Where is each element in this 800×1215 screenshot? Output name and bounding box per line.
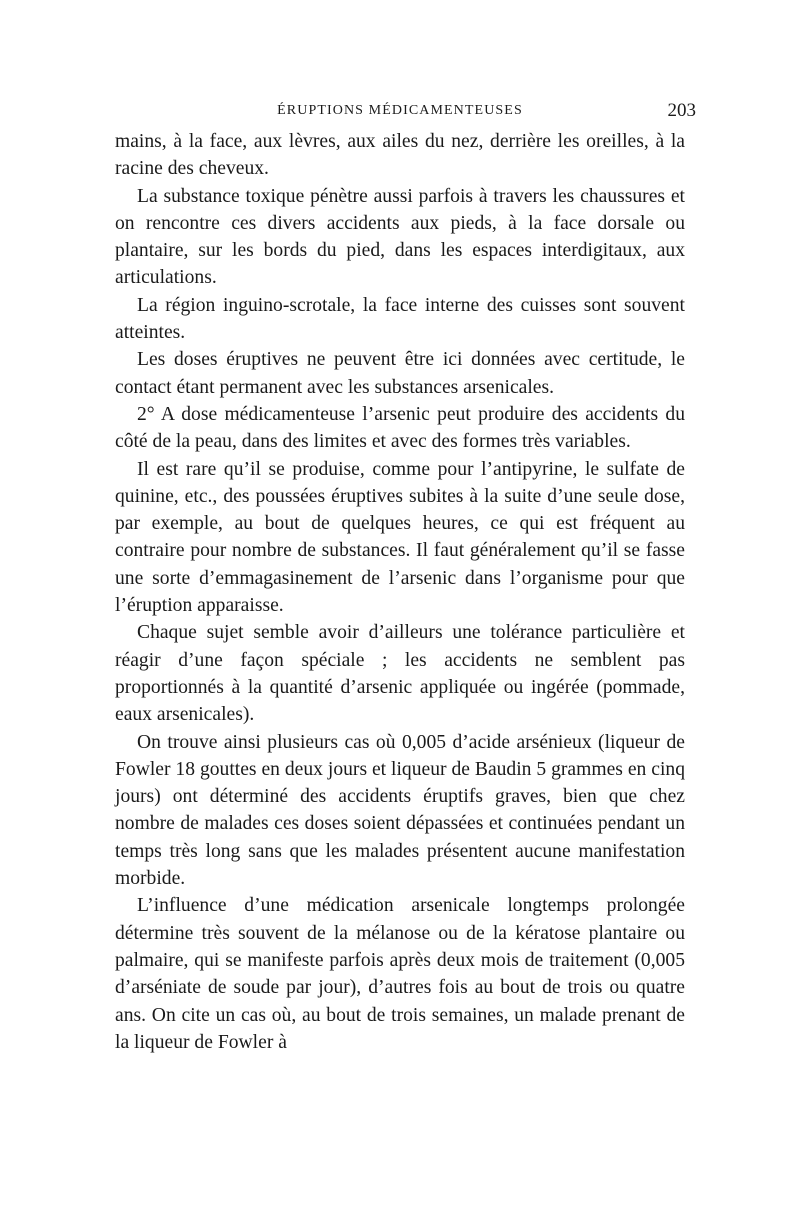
paragraph: La substance toxique pénètre aussi parfois à travers les chaussures et on rencontre ces divers accidents aux pieds, à la face dorsale ou plantaire, sur les bords du pied, dans les espaces interdigitaux, aux articulations. xyxy=(115,185,685,289)
running-title: ÉRUPTIONS MÉDICAMENTEUSES xyxy=(277,103,523,118)
paragraph: 2° A dose médicamenteuse l’arsenic peut produire des accidents du côté de la peau, dans des limites et avec des formes très variables. xyxy=(115,403,685,453)
paragraph: On trouve ainsi plusieurs cas où 0,005 d’acide arsénieux (liqueur de Fowler 18 gouttes en deux jours et liqueur de Baudin 5 grammes en cinq jours) ont déterminé des accidents éruptifs graves, bien que chez nombre de malades ces doses soient dépassées et continuées pendant un temps très long sans que les malades présentent aucune manifestation morbide. xyxy=(115,731,685,890)
page-number: 203 xyxy=(667,100,696,121)
paragraph: Les doses éruptives ne peuvent être ici données avec certitude, le contact étant permanent avec les substances arsenicales. xyxy=(115,349,685,398)
running-head xyxy=(114,100,696,124)
paragraph: Il est rare qu’il se produise, comme pour l’antipyrine, le sulfate de quinine, etc., des poussées éruptives subites à la suite d’une seule dose, par exemple, au bout de quelques heures, ce qui est fréquent au contraire pour nombre de substances. Il faut généralement qu’il se fasse une sorte d’emmagasinement de l’arsenic dans l’organisme pour que l’éruption apparaisse. xyxy=(115,458,685,617)
paragraph: L’influence d’une médication arsenicale longtemps prolongée détermine très souvent de la mélanose ou de la kératose plantaire ou palmaire, qui se manifeste parfois après deux mois de traitement (0,005 d’arséniate de soude par jour), d’autres fois au bout de trois ou quatre ans. On cite un cas où, au bout de trois semaines, un malade prenant de la liqueur de Fowler à xyxy=(115,895,685,1053)
body-text xyxy=(115,128,685,1056)
paragraph: La région inguino-scrotale, la face interne des cuisses sont souvent atteintes. xyxy=(115,294,685,344)
paragraph: Chaque sujet semble avoir d’ailleurs une tolérance particulière et réagir d’une façon spéciale ; les accidents ne semblent pas proportionnés à la quantité d’arsenic appliquée ou ingérée (pommade, eaux arsenicales). xyxy=(115,622,685,726)
paragraph-continued: mains, à la face, aux lèvres, aux ailes du nez, derrière les oreilles, à la racine des cheveux. xyxy=(115,131,685,180)
